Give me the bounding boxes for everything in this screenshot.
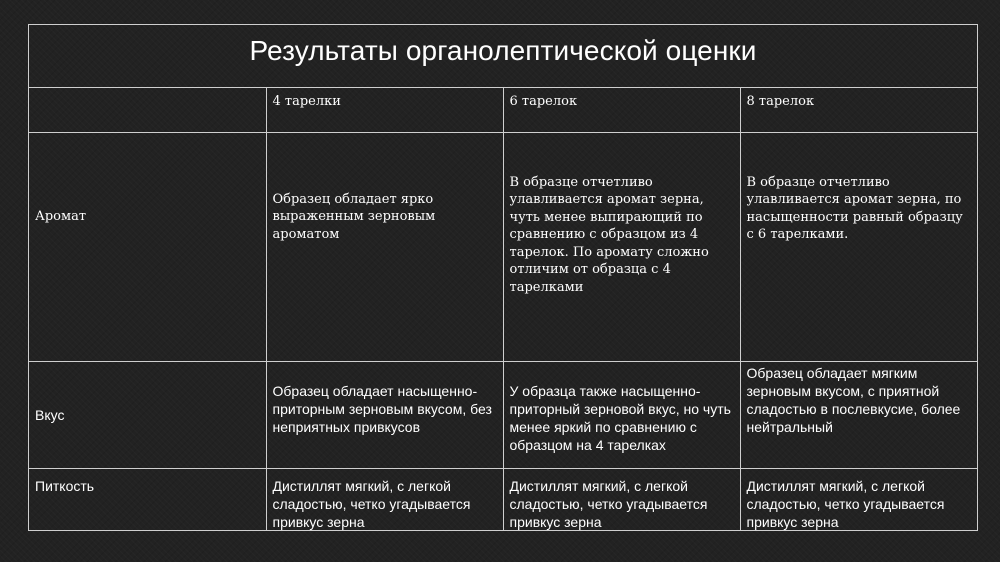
row-label: Аромат bbox=[35, 208, 87, 224]
table-cell bbox=[503, 468, 740, 531]
header-cell-6-plates bbox=[503, 88, 740, 132]
cell-text: В образце отчетливо улавливается аромат зерна, чуть менее выпирающий по сравнению с образцом из 4 тарелок. По аромату сложно отличим от образца с 4 тарелками bbox=[509, 174, 709, 295]
cell-text: Образец обладает ярко выраженным зерновым ароматом bbox=[272, 191, 436, 242]
page-title: Результаты органолептической оценки bbox=[249, 35, 757, 66]
row-label-cell bbox=[29, 132, 266, 361]
table-row bbox=[29, 468, 977, 531]
cell-text: Дистиллят мягкий, с легкой сладостью, четко угадывается привкус зерна bbox=[746, 477, 945, 530]
title-row bbox=[29, 25, 977, 88]
table-row bbox=[29, 361, 977, 468]
table-cell bbox=[503, 132, 740, 361]
header-label: 4 тарелки bbox=[272, 94, 341, 109]
cell-text: Образец обладает мягким зерновым вкусом, с приятной сладостью в послевкусие, более нейтральный bbox=[746, 364, 961, 435]
header-label: 6 тарелок bbox=[509, 94, 578, 109]
cell-text: Дистиллят мягкий, с легкой сладостью, четко угадывается привкус зерна bbox=[272, 477, 471, 530]
cell-text: Дистиллят мягкий, с легкой сладостью, четко угадывается привкус зерна bbox=[509, 477, 708, 530]
cell-text: Образец обладает насыщенно-приторным зерновым вкусом, без неприятных привкусов bbox=[272, 382, 492, 435]
cell-text: В образце отчетливо улавливается аромат зерна, по насыщенности равный образцу с 6 тарелками. bbox=[746, 174, 963, 242]
row-label: Питкость bbox=[35, 477, 95, 494]
table-cell bbox=[740, 132, 977, 361]
table-row bbox=[29, 132, 977, 361]
header-cell-8-plates bbox=[740, 88, 977, 132]
header-cell-4-plates bbox=[266, 88, 503, 132]
table-cell bbox=[740, 361, 977, 468]
row-label-cell bbox=[29, 361, 266, 468]
table-cell bbox=[503, 361, 740, 468]
results-table-frame bbox=[28, 24, 978, 531]
row-label-cell bbox=[29, 468, 266, 531]
header-label: 8 тарелок bbox=[746, 94, 815, 109]
header-cell-empty bbox=[29, 88, 266, 132]
table-cell bbox=[266, 132, 503, 361]
table-header-row bbox=[29, 88, 977, 132]
cell-text: У образца также насыщенно-приторный зерновой вкус, но чуть менее яркий по сравнению с образцом на 4 тарелках bbox=[509, 382, 731, 453]
table-cell bbox=[740, 468, 977, 531]
row-label: Вкус bbox=[35, 406, 65, 423]
results-table bbox=[29, 88, 977, 531]
table-cell bbox=[266, 361, 503, 468]
table-cell bbox=[266, 468, 503, 531]
